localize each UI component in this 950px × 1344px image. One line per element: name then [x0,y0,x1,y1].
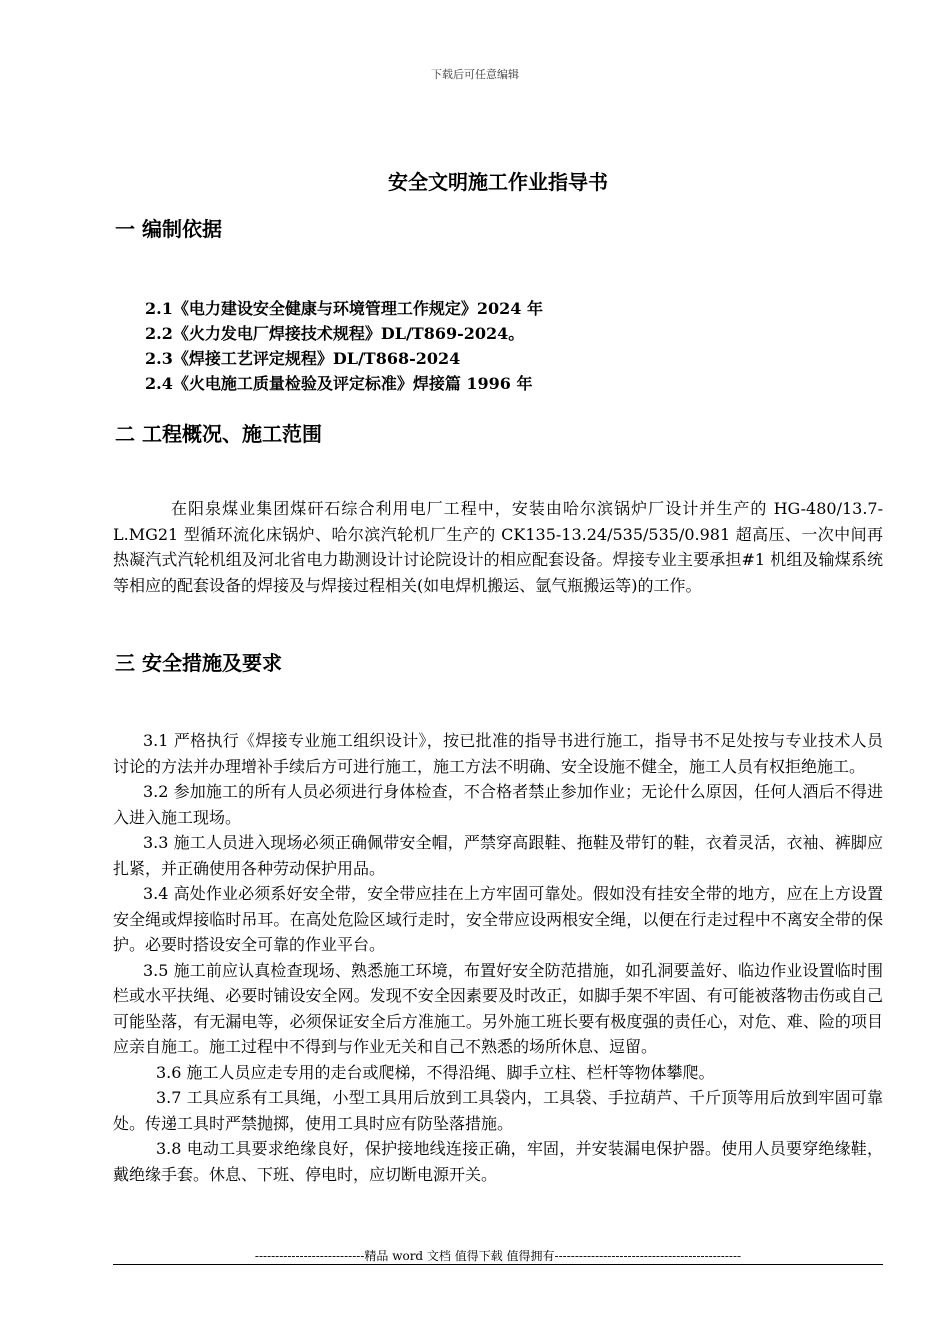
section-heading-safety: 三 安全措施及要求 [115,651,282,675]
safety-item: 3.5 施工前应认真检查现场、熟悉施工环境，布置好安全防范措施，如孔洞要盖好、临边作业设置临时围栏或水平扶绳、必要时铺设安全网。发现不安全因素要及时改正，如脚手架不牢固、有可能被落物击伤或自己可能坠落，有无漏电等，必须保证安全后方准施工。另外施工班长要有极度强的责任心，对危、难、险的项目应亲自施工。施工过程中不得到与作业无关和自己不熟悉的场所休息、逗留。 [113,960,883,1056]
section-heading-basis: 一 编制依据 [115,217,222,241]
overview-paragraph: 在阳泉煤业集团煤矸石综合利用电厂工程中，安装由哈尔滨锅炉厂设计并生产的 HG-480/13.7-L.MG21 型循环流化床锅炉、哈尔滨汽轮机厂生产的 CK135-13.24/535/535/0.981 超高压、一次中间再热凝汽式汽轮机组及河北省电力勘测设计讨论院设计的相应配套设备。焊接专业主要承担#1 机组及输煤系统等相应的配套设备的焊接及与焊接过程相关(如电焊机搬运、氩气瓶搬运等)的工作。 [113,499,883,595]
reference-list [145,296,543,396]
safety-measures [113,728,883,1187]
reference-item: 2.3《焊接工艺评定规程》DL/T868-2024 [145,349,461,368]
reference-item: 2.2《火力发电厂焊接技术规程》DL/T869-2024。 [145,324,525,343]
safety-item: 3.8 电动工具要求绝缘良好，保护接地线连接正确，牢固，并安装漏电保护器。使用人员要穿绝缘鞋，戴绝缘手套。休息、下班、停电时，应切断电源开关。 [113,1139,883,1184]
safety-item: 3.1 严格执行《焊接专业施工组织设计》，按已批准的指导书进行施工，指导书不足处按与专业技术人员讨论的方法并办理增补手续后方可进行施工，施工方法不明确、安全设施不健全，施工人员有权拒绝施工。 [113,731,883,776]
safety-item: 3.2 参加施工的所有人员必须进行身体检查，不合格者禁止参加作业；无论什么原因，任何人酒后不得进入进入施工现场。 [113,782,883,827]
section-heading-overview: 二 工程概况、施工范围 [115,422,322,446]
safety-item: 3.7 工具应系有工具绳，小型工具用后放到工具袋内，工具袋、手拉葫芦、千斤顶等用后放到牢固可靠处。传递工具时严禁抛掷，使用工具时应有防坠落措施。 [113,1088,883,1133]
footer-divider [113,1264,883,1265]
safety-item: 3.6 施工人员应走专用的走台或爬梯，不得沿绳、脚手立柱、栏杆等物体攀爬。 [156,1062,715,1082]
safety-item: 3.4 高处作业必须系好安全带，安全带应挂在上方牢固可靠处。假如没有挂安全带的地方，应在上方设置安全绳或焊接临时吊耳。在高处危险区域行走时，安全带应设两根安全绳，以便在行走过程中不离安全带的保护。必要时搭设安全可靠的作业平台。 [113,884,883,954]
reference-item: 2.1《电力建设安全健康与环境管理工作规定》2024 年 [145,299,543,318]
footer-text: ---------------------------精品 word 文档 值得下载 值得拥有---------------------------------------------- [254,1249,742,1263]
header-note: 下载后可任意编辑 [431,68,519,81]
reference-item: 2.4《火电施工质量检验及评定标准》焊接篇 1996 年 [145,374,533,393]
overview-text [113,496,883,598]
document-title: 安全文明施工作业指导书 [388,170,608,194]
safety-item: 3.3 施工人员进入现场必须正确佩带安全帽，严禁穿高跟鞋、拖鞋及带钉的鞋，衣着灵活，衣袖、裤脚应扎紧，并正确使用各种劳动保护用品。 [113,833,883,878]
